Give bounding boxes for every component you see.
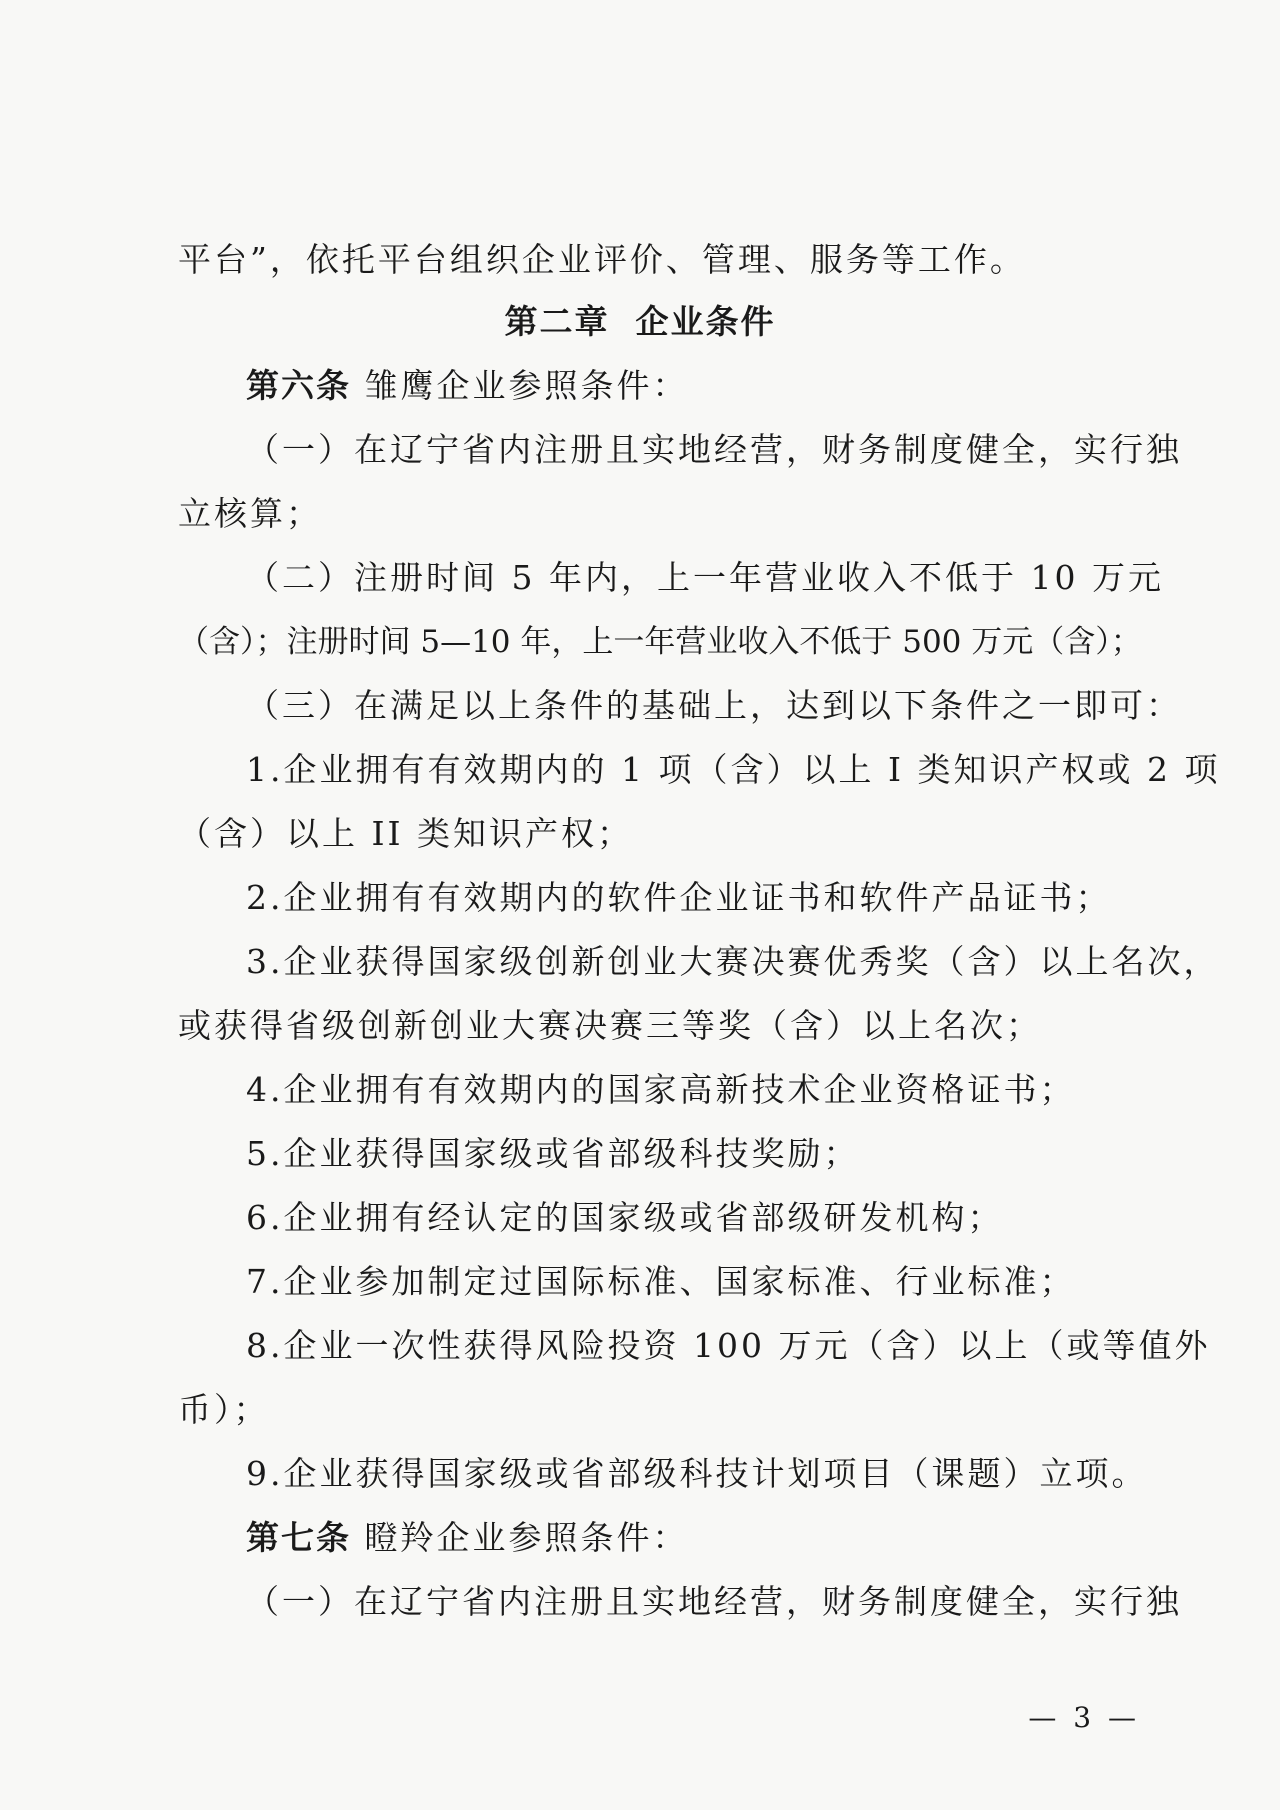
body-line: 币）；	[178, 1390, 270, 1429]
body-line: （含）；注册时间 5—10 年，上一年营业收入不低于 500 万元（含）；	[178, 624, 1142, 660]
condition-item: 6.企业拥有经认定的国家级或省部级研发机构；	[246, 1198, 1004, 1237]
condition-item: 5.企业获得国家级或省部级科技奖励；	[246, 1134, 860, 1173]
chapter-title: 企业条件	[635, 302, 776, 341]
article-6-text: 雏鹰企业参照条件：	[364, 366, 689, 405]
body-line: （含）以上 II 类知识产权；	[178, 814, 634, 853]
condition-item: 7.企业参加制定过国际标准、国家标准、行业标准；	[246, 1262, 1076, 1301]
body-line: （二）注册时间 5 年内，上一年营业收入不低于 10 万元	[246, 558, 1164, 597]
condition-item: 9.企业获得国家级或省部级科技计划项目（课题）立项。	[246, 1454, 1148, 1493]
article-7-line	[246, 1516, 689, 1560]
condition-item: 3.企业获得国家级创新创业大赛决赛优秀奖（含）以上名次，	[246, 942, 1220, 981]
body-line: 立核算；	[178, 494, 322, 533]
article-6-label: 第六条	[246, 366, 351, 405]
article-7-text: 瞪羚企业参照条件：	[364, 1518, 689, 1557]
article-6-line	[246, 364, 689, 408]
body-line: （三）在满足以上条件的基础上，达到以下条件之一即可：	[246, 686, 1182, 725]
body-line: 平台”，依托平台组织企业评价、管理、服务等工作。	[178, 240, 1026, 279]
condition-item: 4.企业拥有有效期内的国家高新技术企业资格证书；	[246, 1070, 1076, 1109]
chapter-number: 第二章	[504, 302, 610, 341]
condition-item: 8.企业一次性获得风险投资 100 万元（含）以上（或等值外	[246, 1326, 1211, 1365]
body-line: 或获得省级创新创业大赛决赛三等奖（含）以上名次；	[178, 1006, 1042, 1045]
body-line: （一）在辽宁省内注册且实地经营，财务制度健全，实行独	[246, 430, 1182, 469]
chapter-heading	[0, 300, 1280, 344]
condition-item: 2.企业拥有有效期内的软件企业证书和软件产品证书；	[246, 878, 1112, 917]
condition-item: 1.企业拥有有效期内的 1 项（含）以上 I 类知识产权或 2 项	[246, 750, 1221, 789]
body-line: （一）在辽宁省内注册且实地经营，财务制度健全，实行独	[246, 1582, 1182, 1621]
article-7-label: 第七条	[246, 1518, 351, 1557]
page-number: — 3 —	[1028, 1701, 1140, 1734]
